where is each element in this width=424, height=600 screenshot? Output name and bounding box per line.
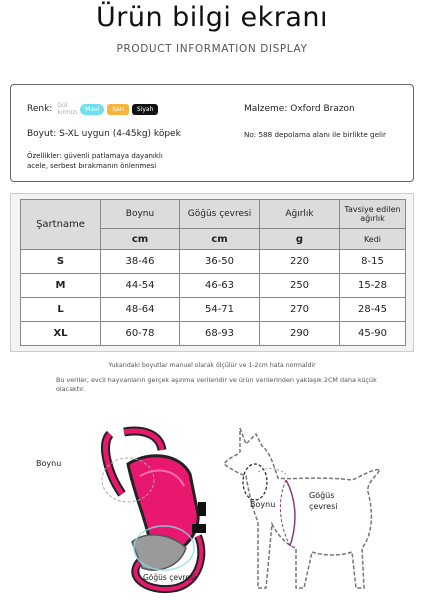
table-cell: 270 xyxy=(260,298,340,322)
dog-chest-label xyxy=(309,490,337,512)
color-option-gul[interactable] xyxy=(57,102,77,116)
table-row xyxy=(21,298,406,322)
table-cell: 8-15 xyxy=(340,250,406,274)
table-cell: 15-28 xyxy=(340,274,406,298)
color-option-sari[interactable]: Sarı xyxy=(107,104,129,115)
size-text: Boyut: S-XL uygun (4-45kg) köpek xyxy=(27,129,181,139)
features-line-1: Özellikler: güvenli patlamaya dayanıklı xyxy=(27,152,163,160)
material-text: Malzeme: Oxford Brazon xyxy=(244,104,355,114)
features-text xyxy=(27,151,163,171)
table-row xyxy=(21,322,406,346)
dog-neck-label: Boynu xyxy=(250,500,276,509)
header-chest: Göğüs çevresi xyxy=(180,200,260,229)
header-recommended-weight: Tavsiye edilen ağırlık xyxy=(340,200,406,229)
size-table xyxy=(20,199,406,346)
size-cell: XL xyxy=(21,322,101,346)
product-info-box xyxy=(10,84,414,182)
page-subtitle: PRODUCT INFORMATION DISPLAY xyxy=(116,43,308,55)
color-option-siyah[interactable]: Siyah xyxy=(132,104,159,115)
header-spec: Şartname xyxy=(21,200,101,250)
color-label: Renk: xyxy=(27,104,53,114)
table-cell: 54-71 xyxy=(180,298,260,322)
header-neck: Boynu xyxy=(101,200,180,229)
size-cell: M xyxy=(21,274,101,298)
size-cell: L xyxy=(21,298,101,322)
color-option-mavi[interactable]: Mavi xyxy=(80,104,104,115)
dog-outline-image xyxy=(212,418,402,598)
harness-chest-label: Göğüs çevresi xyxy=(143,573,196,582)
features-line-2: acele, serbest bırakmanın önlenmesi xyxy=(27,162,157,170)
dog-chest-label-line2: çevresi xyxy=(309,502,338,511)
table-cell: 28-45 xyxy=(340,298,406,322)
harness-neck-label: Boynu xyxy=(36,459,62,468)
table-cell: 60-78 xyxy=(101,322,180,346)
table-row xyxy=(21,274,406,298)
footnote-wear-data: Bu veriler, evcil hayvanların gerçek aşınma verileridir ve ürün verilerinden yaklaşık 2CM daha küçük olacaktır. xyxy=(56,376,377,393)
size-cell: S xyxy=(21,250,101,274)
page-title: Ürün bilgi ekranı xyxy=(95,2,329,33)
color-options xyxy=(27,102,161,116)
table-cell: 36-50 xyxy=(180,250,260,274)
header-weight: Ağırlık xyxy=(260,200,340,229)
illustration-area xyxy=(0,412,424,600)
table-cell: 38-46 xyxy=(101,250,180,274)
table-cell: 48-64 xyxy=(101,298,180,322)
table-row xyxy=(21,250,406,274)
table-cell: 68-93 xyxy=(180,322,260,346)
table-cell: 220 xyxy=(260,250,340,274)
unit-cell: cm xyxy=(180,229,260,250)
table-header-row xyxy=(21,200,406,229)
warehouse-text: No: 588 depolama alanı ile birlikte gelir xyxy=(244,130,386,139)
unit-cell: g xyxy=(260,229,340,250)
size-table-panel xyxy=(10,193,414,352)
table-cell: 45-90 xyxy=(340,322,406,346)
table-cell: 46-63 xyxy=(180,274,260,298)
dog-chest-label-line1: Göğüs xyxy=(309,491,335,500)
unit-cell: Kedi xyxy=(340,229,406,250)
table-cell: 250 xyxy=(260,274,340,298)
unit-cell: cm xyxy=(101,229,180,250)
color-gul-line1: Gül xyxy=(57,102,68,109)
table-cell: 44-54 xyxy=(101,274,180,298)
color-gul-line2: kırmızı xyxy=(57,109,78,116)
footnote-measurement: Yukarıdaki boyutlar manuel olarak ölçülür ve 1-2cm hata normaldir xyxy=(108,362,316,369)
table-cell: 290 xyxy=(260,322,340,346)
